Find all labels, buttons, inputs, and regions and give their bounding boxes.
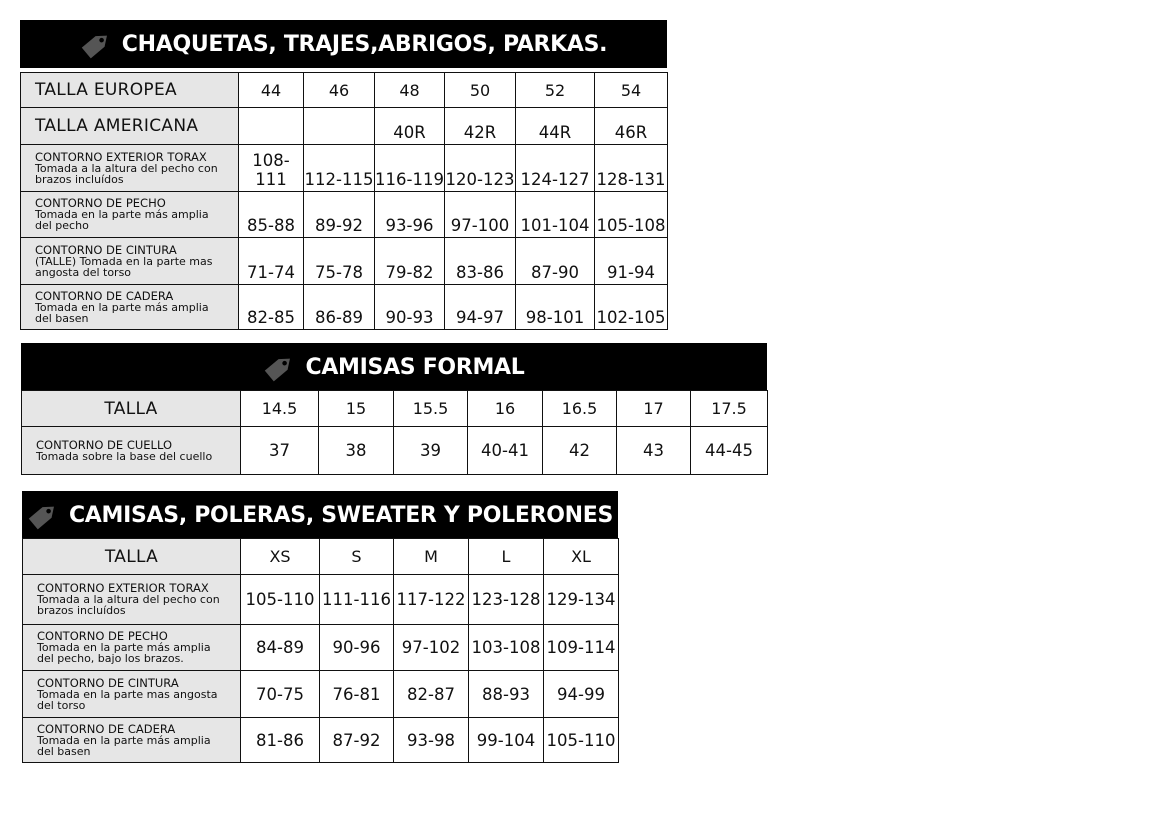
value-cell: 76-81 <box>320 671 394 718</box>
value-cell: 116-119 <box>375 145 445 192</box>
value-cell: 40R <box>375 108 445 145</box>
measure-description: Tomada en la parte más amplia <box>35 208 209 221</box>
row-label <box>23 671 241 718</box>
value-cell: 44 <box>239 73 304 108</box>
measure-description: del pecho <box>35 219 89 232</box>
value-cell: 93-98 <box>394 718 469 763</box>
measure-description: del basen <box>35 311 89 325</box>
measure-title: CONTORNO DE CADERA <box>37 721 176 736</box>
value-cell: 48 <box>375 73 445 108</box>
value-cell: 71-74 <box>239 238 304 285</box>
measure-description: del pecho, bajo los brazos. <box>37 652 184 665</box>
value-cell: XS <box>241 539 320 575</box>
table-row <box>23 575 619 625</box>
section2-banner <box>21 343 767 391</box>
section3-title: CAMISAS, POLERAS, SWEATER Y POLERONES <box>68 502 614 528</box>
value-cell: 105-110 <box>241 575 320 625</box>
table-row <box>22 391 768 427</box>
value-cell: 83-86 <box>445 238 516 285</box>
value-cell: 14.5 <box>241 391 319 427</box>
value-cell: 112-115 <box>304 145 375 192</box>
section1-title: CHAQUETAS, TRAJES,ABRIGOS, PARKAS. <box>121 31 608 57</box>
value-cell: 46 <box>304 73 375 108</box>
value-cell: 82-87 <box>394 671 469 718</box>
value-cell: 84-89 <box>241 625 320 671</box>
value-cell: 103-108 <box>469 625 544 671</box>
table-row <box>21 285 668 330</box>
value-cell: 120-123 <box>445 145 516 192</box>
table-row <box>23 539 619 575</box>
value-cell: S <box>320 539 394 575</box>
row-label <box>21 285 239 330</box>
value-cell: M <box>394 539 469 575</box>
value-cell: 87-92 <box>320 718 394 763</box>
value-cell: 94-97 <box>445 285 516 330</box>
measure-description: (TALLE) Tomada en la parte mas <box>35 254 213 268</box>
value-cell: 128-131 <box>595 145 668 192</box>
measure-description: Tomada en la parte más amplia <box>37 733 211 747</box>
measure-description: del torso <box>37 698 86 712</box>
value-cell: 109-114 <box>544 625 619 671</box>
value-cell: 90-96 <box>320 625 394 671</box>
table-row <box>21 108 668 145</box>
row-label: TALLA <box>23 539 241 575</box>
price-tag-icon <box>263 350 297 384</box>
value-cell: 85-88 <box>239 192 304 238</box>
measure-title: CONTORNO DE PECHO <box>35 196 166 210</box>
value-cell <box>304 108 375 145</box>
value-cell: 94-99 <box>544 671 619 718</box>
measure-title: CONTORNO DE CINTURA <box>37 675 179 690</box>
measure-title: CONTORNO EXTERIOR TORAX <box>35 149 207 164</box>
row-label: TALLA EUROPEA <box>21 73 239 108</box>
value-cell: 17 <box>617 391 691 427</box>
section1-banner <box>20 20 667 68</box>
price-tag-icon <box>80 27 114 61</box>
value-cell: 86-89 <box>304 285 375 330</box>
measure-title: CONTORNO DE CUELLO <box>36 437 173 452</box>
measure-description: brazos incluídos <box>37 604 126 617</box>
value-cell: 38 <box>319 427 394 475</box>
value-cell: 91-94 <box>595 238 668 285</box>
value-cell: 99-104 <box>469 718 544 763</box>
measure-description: Tomada en la parte más amplia <box>35 300 209 314</box>
table-row <box>21 73 668 108</box>
row-label <box>21 145 239 192</box>
value-cell: 105-110 <box>544 718 619 763</box>
value-cell: 37 <box>241 427 319 475</box>
measure-description: Tomada a la altura del pecho con <box>37 593 220 606</box>
value-cell <box>239 108 304 145</box>
value-cell: 54 <box>595 73 668 108</box>
value-cell: 111-116 <box>320 575 394 625</box>
value-cell: 90-93 <box>375 285 445 330</box>
value-cell: 39 <box>394 427 468 475</box>
measure-description: angosta del torso <box>35 265 132 279</box>
value-cell: 17.5 <box>691 391 768 427</box>
measure-title: CONTORNO DE CINTURA <box>35 242 177 257</box>
measure-title: CONTORNO EXTERIOR TORAX <box>37 581 209 595</box>
table-row <box>21 145 668 192</box>
value-cell: 88-93 <box>469 671 544 718</box>
value-cell: 117-122 <box>394 575 469 625</box>
measure-title: CONTORNO DE CADERA <box>35 288 174 303</box>
table-row <box>21 192 668 238</box>
value-cell: 15 <box>319 391 394 427</box>
row-label <box>22 427 241 475</box>
value-cell: 123-128 <box>469 575 544 625</box>
value-cell: 42 <box>543 427 617 475</box>
row-label <box>23 575 241 625</box>
section2-table <box>21 390 768 475</box>
measure-description: del basen <box>37 744 91 758</box>
value-cell: 108-111 <box>239 145 304 192</box>
value-cell: 15.5 <box>394 391 468 427</box>
section1-table <box>20 72 668 330</box>
value-cell: 42R <box>445 108 516 145</box>
value-cell: 50 <box>445 73 516 108</box>
row-label: TALLA <box>22 391 241 427</box>
value-cell: 89-92 <box>304 192 375 238</box>
value-cell: 79-82 <box>375 238 445 285</box>
section2-title: CAMISAS FORMAL <box>305 354 525 380</box>
measure-description: Tomada en la parte más amplia <box>37 641 211 654</box>
table-row <box>23 718 619 763</box>
measure-title: CONTORNO DE PECHO <box>37 629 168 643</box>
value-cell: 40-41 <box>468 427 543 475</box>
value-cell: 97-100 <box>445 192 516 238</box>
value-cell: 75-78 <box>304 238 375 285</box>
value-cell: 87-90 <box>516 238 595 285</box>
table-row <box>22 427 768 475</box>
row-label <box>21 238 239 285</box>
value-cell: 98-101 <box>516 285 595 330</box>
value-cell: 129-134 <box>544 575 619 625</box>
value-cell: L <box>469 539 544 575</box>
table-row <box>23 671 619 718</box>
measure-description: Tomada sobre la base del cuello <box>36 449 213 463</box>
value-cell: 44-45 <box>691 427 768 475</box>
value-cell: 81-86 <box>241 718 320 763</box>
value-cell: XL <box>544 539 619 575</box>
measure-description: Tomada en la parte mas angosta <box>37 687 218 701</box>
section3-table <box>22 538 619 763</box>
value-cell: 44R <box>516 108 595 145</box>
section3-banner <box>22 491 618 539</box>
value-cell: 46R <box>595 108 668 145</box>
value-cell: 93-96 <box>375 192 445 238</box>
row-label <box>21 192 239 238</box>
value-cell: 101-104 <box>516 192 595 238</box>
table-row <box>23 625 619 671</box>
table-row <box>21 238 668 285</box>
value-cell: 82-85 <box>239 285 304 330</box>
value-cell: 102-105 <box>595 285 668 330</box>
value-cell: 43 <box>617 427 691 475</box>
price-tag-icon <box>27 498 61 532</box>
row-label <box>23 718 241 763</box>
row-label: TALLA AMERICANA <box>21 108 239 145</box>
value-cell: 70-75 <box>241 671 320 718</box>
value-cell: 124-127 <box>516 145 595 192</box>
measure-description: Tomada a la altura del pecho con <box>35 161 218 175</box>
row-label <box>23 625 241 671</box>
value-cell: 16 <box>468 391 543 427</box>
value-cell: 52 <box>516 73 595 108</box>
value-cell: 16.5 <box>543 391 617 427</box>
value-cell: 97-102 <box>394 625 469 671</box>
value-cell: 105-108 <box>595 192 668 238</box>
measure-description: brazos incluídos <box>35 172 124 186</box>
